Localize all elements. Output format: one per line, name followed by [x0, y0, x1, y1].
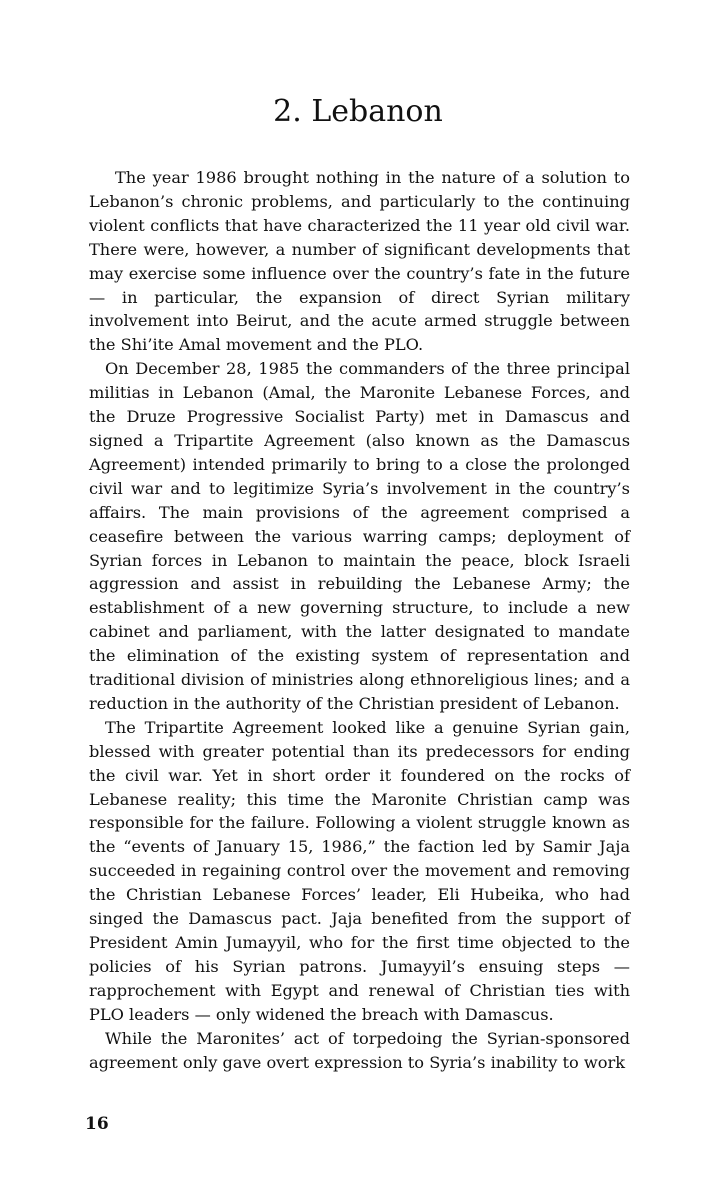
body-text [89, 166, 630, 1074]
paragraph-tripartite-agreement: On December 28, 1985 the commanders of the three principal militias in Lebanon (Amal, the Maronite Lebanese Forces, and the Druze Progressive Socialist Party) met in Damascus and signed a Tripartite Agreement (also known as the Damascus Agreement) intended primarily to bring to a close the prolonged civil war and to legitimize Syria’s involvement in the country’s affairs. The main provisions of the agreement comprised a ceasefire between the various warring camps; deployment of Syrian forces in Lebanon to maintain the peace, block Israeli aggression and assist in rebuilding the Lebanese Army; the establishment of a new governing structure, to include a new cabinet and parliament, with the latter designated to mandate the elimination of the existing system of representation and traditional division of ministries along ethnoreligious lines; and a reduction in the authority of the Christian president of Lebanon. [89, 359, 630, 713]
chapter-title: 2. Lebanon [273, 94, 443, 129]
paragraph-agreement-failure: The Tripartite Agreement looked like a genuine Syrian gain, blessed with greater potential than its predecessors for ending the civil war. Yet in short order it foundered on the rocks of Lebanese reality; this time the Maronite Christian camp was responsible for the failure. Following a violent struggle known as the “events of January 15, 1986,” the faction led by Samir Jaja succeeded in regaining control over the movement and removing the Christian Lebanese Forces’ leader, Eli Hubeika, who had singed the Damascus pact. Jaja benefited from the support of President Amin Jumayyil, who for the first time objected to the policies of his Syrian patrons. Jumayyil’s ensuing steps — rapprochement with Egypt and renewal of Christian ties with PLO leaders — only widened the breach with Damascus. [89, 717, 630, 1024]
page-number: 16 [85, 1114, 109, 1134]
paragraph-intro: The year 1986 brought nothing in the nature of a solution to Lebanon’s chronic problems, and particularly to the continuing violent conflicts that have characterized the 11 year old civil war. There were, however, a number of significant developments that may exercise some influence over the country’s fate in the future — in particular, the expansion of direct Syrian military involvement into Beirut, and the acute armed struggle between the Shi’ite Amal movement and the PLO. [89, 168, 630, 355]
paragraph-maronites: While the Maronites’ act of torpedoing the Syrian-sponsored agreement only gave overt expression to Syria’s inability to work [89, 1028, 630, 1072]
